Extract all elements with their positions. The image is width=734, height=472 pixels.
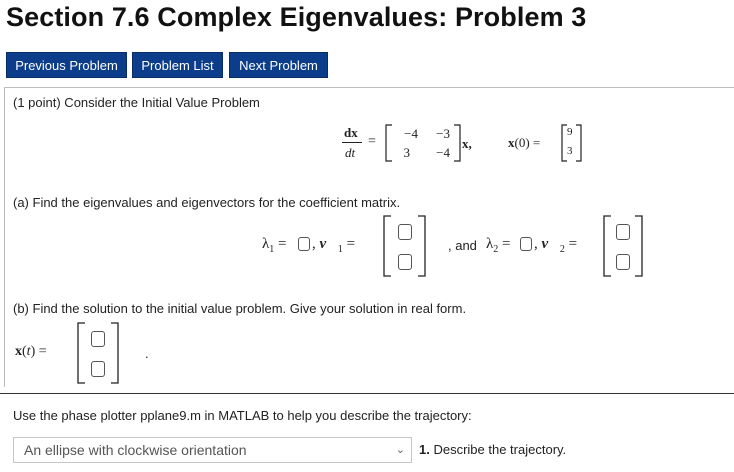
v1-label: , $v⃗_1$ =	[312, 236, 356, 255]
problem-intro: (1 point) Consider the Initial Value Problem	[13, 95, 260, 110]
dt-denominator: dt	[345, 145, 356, 160]
xt-label: x(t) =	[15, 344, 47, 359]
matrix-left-bracket	[384, 124, 394, 162]
initial-condition-label: x(0) =	[508, 135, 541, 150]
v2-left-bracket	[602, 215, 612, 277]
v1-left-bracket	[382, 215, 392, 277]
lambda2-input[interactable]	[520, 237, 532, 251]
and-text: , and	[448, 238, 477, 253]
equals-sign: =	[368, 134, 376, 149]
v1-bottom-input[interactable]	[398, 254, 412, 270]
page-title: Section 7.6 Complex Eigenvalues: Problem 3	[6, 2, 587, 32]
v2-bottom-input[interactable]	[616, 254, 630, 270]
part-b-text: (b) Find the solution to the initial value problem. Give your solution in real form.	[13, 301, 467, 316]
section-divider	[0, 393, 734, 394]
x0-bottom: 3	[567, 145, 573, 157]
xt-period: .	[145, 346, 149, 361]
matrix-a22: −4	[436, 145, 450, 160]
part-a-text: (a) Find the eigenvalues and eigenvectors for the coefficient matrix.	[13, 195, 401, 210]
chevron-down-icon: ⌄	[395, 444, 405, 456]
v2-top-input[interactable]	[616, 224, 630, 240]
x-vector: x,	[462, 136, 472, 151]
matrix-right-bracket	[452, 124, 462, 162]
trajectory-label: 1. Describe the trajectory.	[419, 442, 567, 457]
v1-top-input[interactable]	[398, 224, 412, 240]
lambda1-label: $\lambda_1$ =	[262, 236, 287, 255]
trajectory-selected-value: An ellipse with clockwise orientation	[24, 442, 247, 458]
v2-label: , $v⃗_2$ =	[534, 236, 578, 255]
xt-bottom-input[interactable]	[91, 361, 105, 377]
matrix-a12: −3	[436, 126, 450, 141]
xt-right-bracket	[110, 322, 120, 384]
previous-problem-button[interactable]: Previous Problem	[6, 52, 127, 78]
lambda1-input[interactable]	[298, 237, 310, 251]
lambda2-label: $\lambda_2$ =	[486, 236, 511, 255]
xt-left-bracket	[76, 322, 86, 384]
x0-right-bracket	[575, 124, 583, 162]
trajectory-select[interactable]	[13, 437, 412, 463]
next-problem-button[interactable]: Next Problem	[229, 52, 328, 78]
matrix-a11: −4	[404, 126, 418, 141]
fraction-bar	[342, 142, 362, 143]
v1-right-bracket	[417, 215, 427, 277]
dx-numerator: dx	[344, 125, 358, 140]
x0-top: 9	[567, 126, 573, 138]
problem-list-button[interactable]: Problem List	[132, 52, 223, 78]
xt-top-input[interactable]	[91, 331, 105, 347]
v2-right-bracket	[634, 215, 644, 277]
trajectory-prompt: Use the phase plotter pplane9.m in MATLAB to help you describe the trajectory:	[13, 408, 472, 423]
matrix-a21: 3	[403, 145, 410, 160]
